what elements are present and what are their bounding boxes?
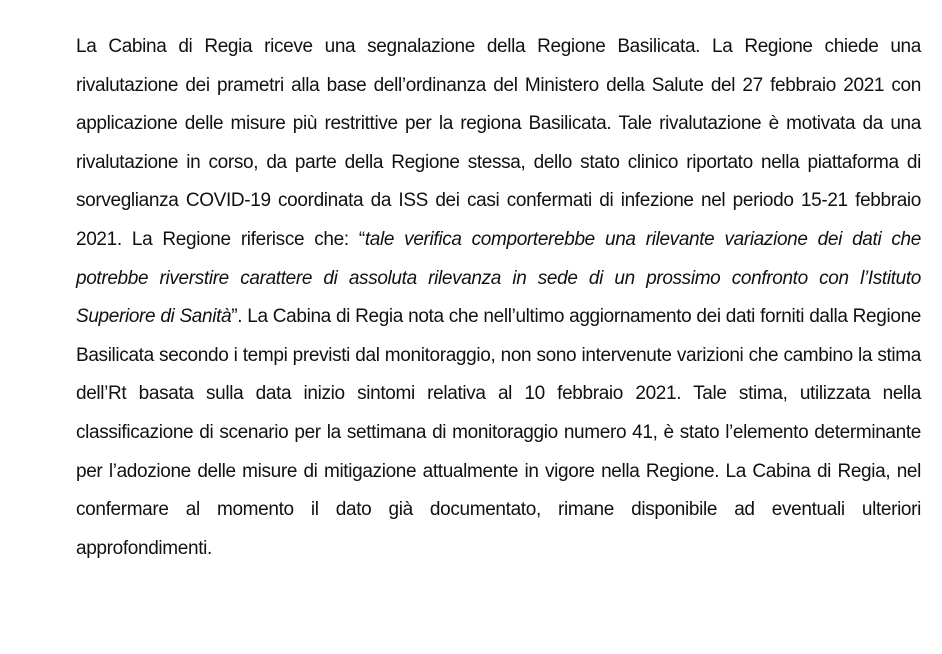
paragraph-text-after-quote: ”. La Cabina di Regia nota che nell’ultimo aggiornamento dei dati forniti dalla Regione Basilicata secondo i tempi previsti dal monitoraggio, non sono intervenute varizioni che cambino la stima dell’Rt basata sulla data inizio sintomi relativa al 10 febbraio 2021. Tale stima, utilizzata nella classificazione di scenario per la settimana di monitoraggio numero 41, è stato l’elemento determinante per l’adozione delle misure di mitigazione attualmente in vigore nella Regione. La Cabina di Regia, nel confermare al momento il dato già documentato, rimane disponibile ad eventuali ulteriori approfondimenti. bbox=[76, 306, 922, 559]
body-paragraph bbox=[76, 28, 921, 568]
paragraph-text-before-quote: La Cabina di Regia riceve una segnalazione della Regione Basilicata. La Regione chiede una rivalutazione dei prametri alla base dell’ordinanza del Ministero della Salute del 27 febbraio 2021 con applicazione delle misure più restrittive per la regiona Basilicata. Tale rivalutazione è motivata da una rivalutazione in corso, da parte della Regione stessa, dello stato clinico riportato nella piattaforma di sorveglianza COVID-19 coordinata da ISS dei casi confermati di infezione nel periodo 15-21 febbraio 2021. La Regione riferisce che: “ bbox=[76, 36, 921, 250]
quoted-statement: tale verifica comporterebbe una rilevante variazione dei dati che potrebbe riverstire carattere di assoluta rilevanza in sede di un prossimo confronto con l’Istituto Superiore di Sanità bbox=[76, 228, 921, 328]
